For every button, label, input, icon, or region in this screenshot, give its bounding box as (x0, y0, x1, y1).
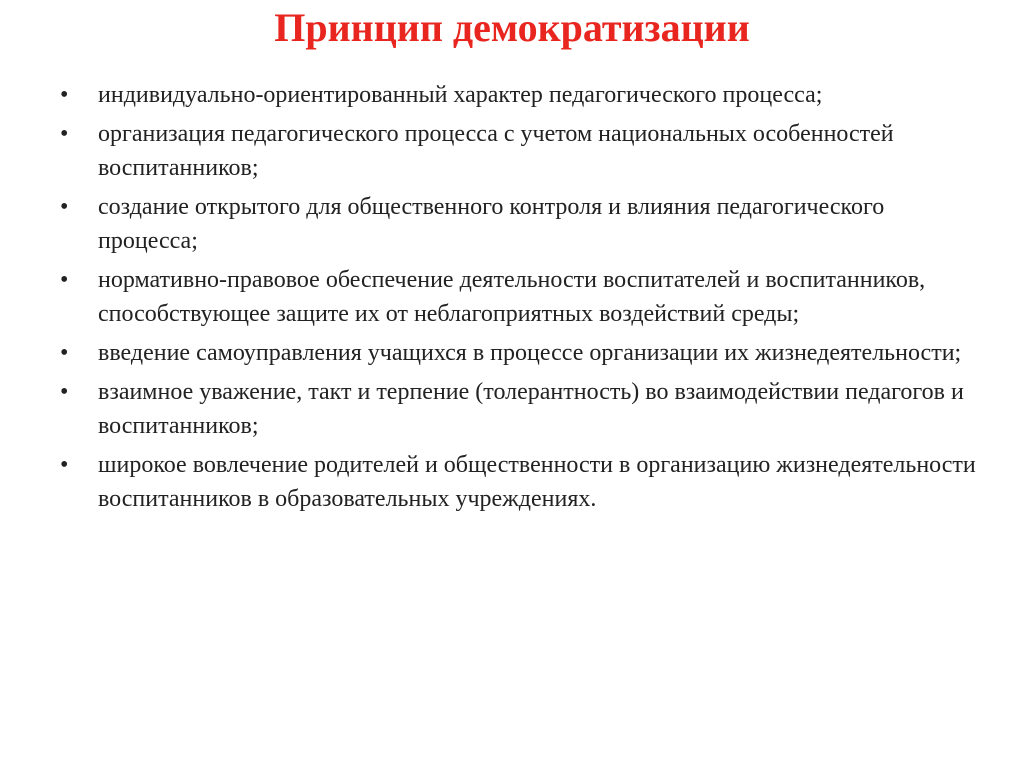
list-item (60, 263, 980, 331)
bullet-icon: • (60, 452, 69, 478)
bullet-icon: • (60, 121, 69, 147)
slide-title: Принцип демократизации (274, 5, 750, 50)
bullet-icon: • (60, 340, 69, 366)
list-item-text: нормативно-правовое обеспечение деятельности воспитателей и воспитанников, способствующее защите их от неблагоприятных воздействий среды; (98, 267, 926, 327)
bullet-icon: • (60, 194, 69, 220)
bullet-icon: • (60, 379, 69, 405)
list-item (60, 336, 980, 370)
bullet-icon: • (60, 82, 69, 108)
list-item-text: создание открытого для общественного контроля и влияния педагогического процесса; (98, 194, 885, 254)
list-item (60, 117, 980, 185)
list-item-text: введение самоуправления учащихся в процессе организации их жизнедеятельности; (98, 340, 962, 366)
list-item (60, 375, 980, 443)
list-item-text: широкое вовлечение родителей и общественности в организацию жизнедеятельности воспитанников в образовательных учреждениях. (98, 452, 976, 512)
list-item-text: организация педагогического процесса с учетом национальных особенностей воспитанников; (98, 121, 894, 181)
bullet-icon: • (60, 267, 69, 293)
list-item-text: взаимное уважение, такт и терпение (толерантность) во взаимодействии педагогов и воспитанников; (98, 379, 964, 439)
list-item (60, 78, 980, 112)
bullet-list (60, 78, 980, 521)
list-item-text: индивидуально-ориентированный характер педагогического процесса; (98, 82, 823, 108)
list-item (60, 448, 980, 516)
list-item (60, 190, 980, 258)
